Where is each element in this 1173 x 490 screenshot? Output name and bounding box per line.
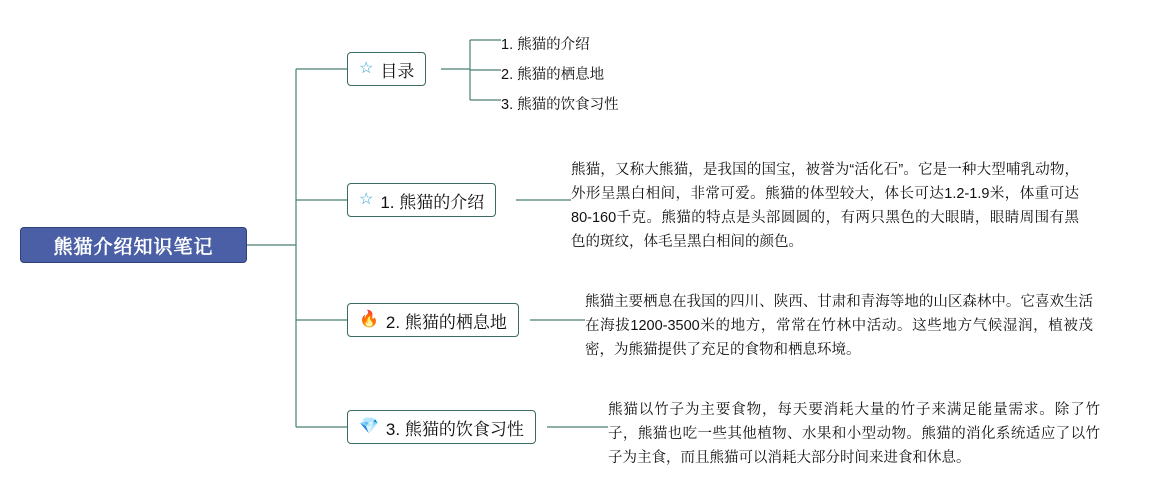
branch-node-habitat[interactable] (347, 303, 519, 337)
star-icon: ☆ (359, 191, 374, 208)
branch-node-diet[interactable] (347, 410, 536, 444)
paragraph-habitat: 熊猫主要栖息在我国的四川、陕西、甘肃和青海等地的山区森林中。它喜欢生活在海拔1200-3500米的地方，常常在竹林中活动。这些地方气候湿润，植被茂密，为熊猫提供了充足的食物和栖息环境。 (585, 294, 1093, 358)
paragraph-diet: 熊猫以竹子为主要食物，每天要消耗大量的竹子来满足能量需求。除了竹子，熊猫也吃一些其他植物、水果和小型动物。熊猫的消化系统适应了以竹子为主食，而且熊猫可以消耗大部分时间来进食和休息。 (608, 402, 1100, 466)
branch-node-toc[interactable] (347, 52, 426, 86)
gem-icon: 💎 (359, 418, 379, 435)
paragraph-intro: 熊猫，又称大熊猫，是我国的国宝，被誉为“活化石”。它是一种大型哺乳动物，外形呈黑白相间，非常可爱。熊猫的体型较大，体长可达1.2-1.9米，体重可达80-160千克。熊猫的特点是头部圆圆的，有两只黑色的大眼睛，眼睛周围有黑色的斑纹，体毛呈黑白相间的颜色。 (571, 162, 1079, 250)
fire-icon: 🔥 (359, 311, 379, 328)
branch-node-intro-label: 1. 熊猫的介绍 (380, 192, 485, 212)
branch-node-diet-label: 3. 熊猫的饮食习性 (385, 419, 524, 439)
root-node[interactable] (20, 227, 247, 263)
toc-leaf-item-2[interactable]: 2. 熊猫的栖息地 (501, 67, 605, 83)
branch-node-habitat-label: 2. 熊猫的栖息地 (385, 312, 507, 332)
toc-leaf-item-3[interactable]: 3. 熊猫的饮食习性 (501, 97, 619, 113)
toc-leaf-item-1[interactable]: 1. 熊猫的介绍 (501, 37, 590, 53)
star-icon: ☆ (359, 60, 374, 77)
branch-node-intro[interactable] (347, 183, 496, 217)
root-node-label: 熊猫介绍知识笔记 (53, 236, 214, 258)
branch-node-toc-label: 目录 (380, 61, 415, 81)
